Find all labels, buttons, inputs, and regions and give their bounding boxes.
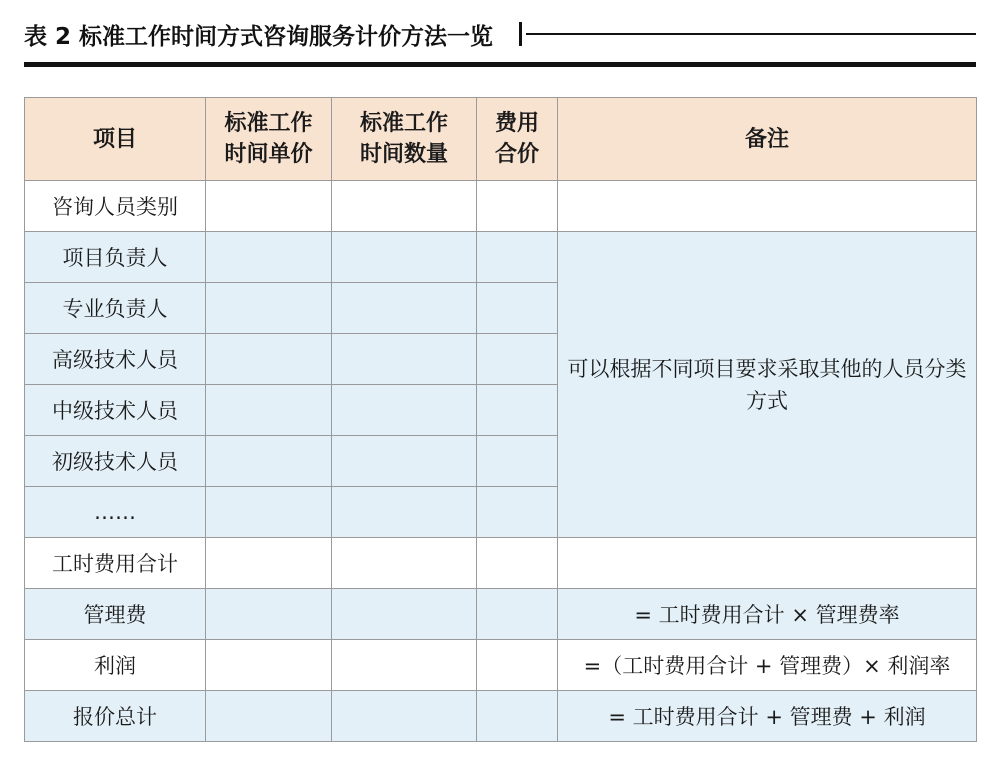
row-label-staff: 初级技术人员: [25, 436, 206, 487]
pricing-table: [24, 97, 977, 742]
cell-empty: [206, 436, 332, 487]
row-label-quote-total: 报价总计: [25, 691, 206, 742]
cell-empty: [332, 589, 477, 640]
header-unit-price-line1: 标准工作: [224, 111, 313, 136]
cell-empty: [206, 283, 332, 334]
header-total-line2: 合价: [494, 142, 539, 167]
cell-empty: [206, 487, 332, 538]
cell-empty: [206, 589, 332, 640]
header-quantity: [332, 98, 477, 181]
cell-empty: [332, 538, 477, 589]
cell-empty: [558, 538, 977, 589]
table-row: [25, 691, 977, 742]
row-label-staff: 专业负责人: [25, 283, 206, 334]
cell-empty: [477, 691, 558, 742]
cell-empty: [332, 385, 477, 436]
staff-note-merged: 可以根据不同项目要求采取其他的人员分类方式: [558, 232, 977, 538]
row-label-staff: 中级技术人员: [25, 385, 206, 436]
quote-total-note: = 工时费用合计 + 管理费 + 利润: [558, 691, 977, 742]
cell-empty: [206, 691, 332, 742]
header-thick-rule: [24, 62, 976, 67]
cell-empty: [332, 436, 477, 487]
cell-empty: [332, 691, 477, 742]
cell-empty: [477, 538, 558, 589]
cell-empty: [332, 640, 477, 691]
cell-empty: [206, 385, 332, 436]
header-note: 备注: [558, 98, 977, 181]
cell-empty: [206, 181, 332, 232]
table-row: [25, 181, 977, 232]
header-unit-price-line2: 时间单价: [224, 142, 313, 167]
cell-empty: [332, 283, 477, 334]
cell-empty: [332, 181, 477, 232]
row-label-mgmt-fee: 管理费: [25, 589, 206, 640]
cell-empty: [206, 538, 332, 589]
header-total: [477, 98, 558, 181]
mgmt-fee-note: = 工时费用合计 × 管理费率: [558, 589, 977, 640]
cell-empty: [332, 487, 477, 538]
table-row: [25, 538, 977, 589]
cell-empty: [206, 232, 332, 283]
header-item: 项目: [25, 98, 206, 181]
cell-empty: [477, 181, 558, 232]
table-row: [25, 640, 977, 691]
profit-note: =（工时费用合计 + 管理费）× 利润率: [558, 640, 977, 691]
cell-empty: [477, 385, 558, 436]
cell-empty: [206, 640, 332, 691]
header-total-line1: 费用: [494, 111, 539, 136]
table-row: [25, 232, 977, 283]
row-label-profit: 利润: [25, 640, 206, 691]
cell-empty: [477, 436, 558, 487]
table-title: 表 2 标准工作时间方式咨询服务计价方法一览: [24, 23, 494, 50]
cell-empty: [558, 181, 977, 232]
cell-empty: [332, 232, 477, 283]
cell-empty: [477, 232, 558, 283]
row-label-labor-total: 工时费用合计: [25, 538, 206, 589]
row-label-staff-ellipsis: ……: [25, 487, 206, 538]
cell-empty: [477, 589, 558, 640]
header-unit-price: [206, 98, 332, 181]
row-label-staff: 项目负责人: [25, 232, 206, 283]
table-caption: [24, 14, 976, 54]
header-quantity-line1: 标准工作: [359, 111, 448, 136]
title-rule-line: [526, 33, 976, 35]
cell-empty: [206, 334, 332, 385]
cell-empty: [477, 487, 558, 538]
header-quantity-line2: 时间数量: [359, 142, 448, 167]
cell-empty: [477, 640, 558, 691]
row-label-staff: 高级技术人员: [25, 334, 206, 385]
cell-empty: [477, 334, 558, 385]
row-label-category: 咨询人员类别: [25, 181, 206, 232]
title-divider-bar: [519, 22, 522, 46]
cell-empty: [332, 334, 477, 385]
cell-empty: [477, 283, 558, 334]
table-header-row: [25, 98, 977, 181]
table-row: [25, 589, 977, 640]
